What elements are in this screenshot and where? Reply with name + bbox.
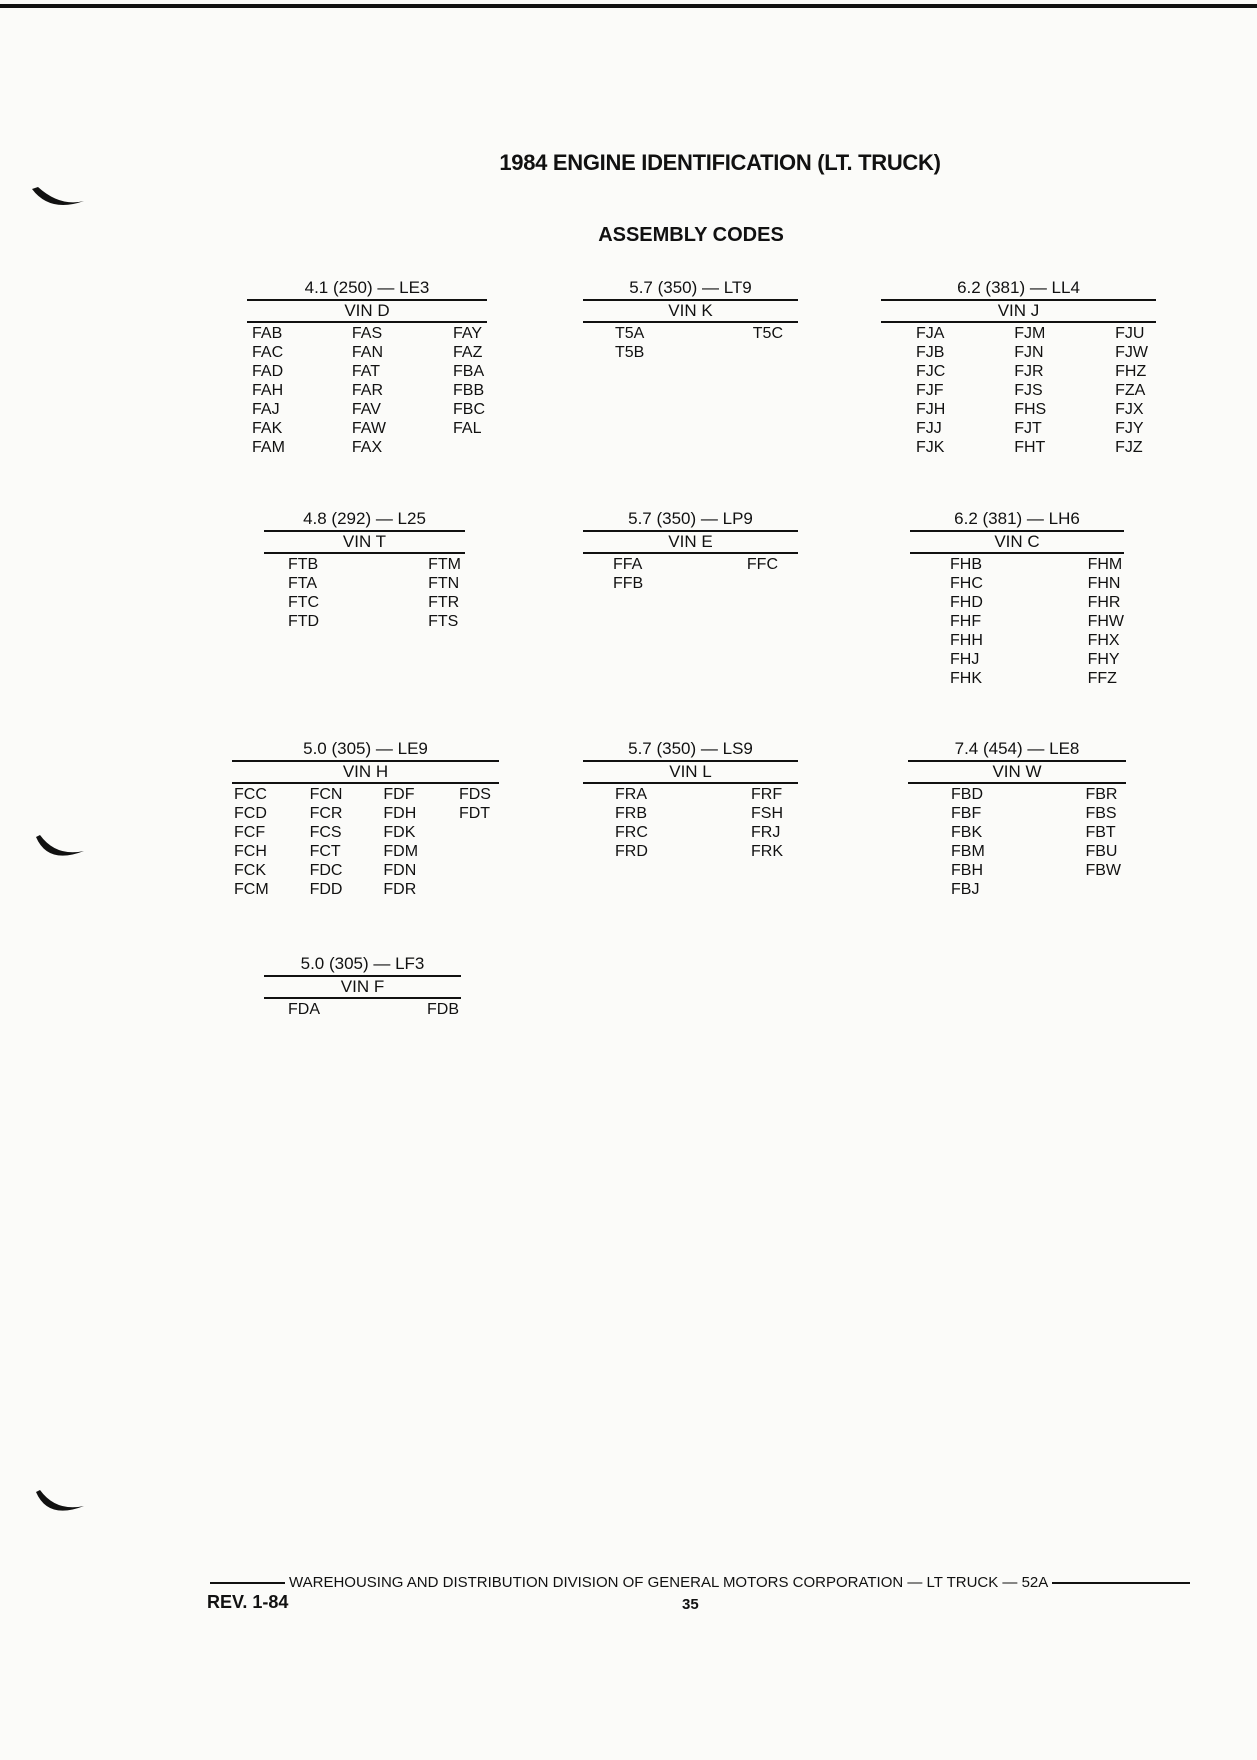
assembly-code: FHR [1087, 594, 1121, 611]
assembly-code: FBW [1085, 862, 1121, 879]
engine-block-ll4 [881, 278, 1156, 457]
vin-heading: VIN H [232, 762, 499, 784]
page-number: 35 [682, 1596, 699, 1613]
assembly-code: FHX [1087, 632, 1120, 649]
assembly-code: FJK [916, 439, 945, 456]
assembly-code: FTS [428, 613, 459, 630]
assembly-code: FAC [252, 344, 284, 361]
assembly-code: FRJ [751, 824, 781, 841]
assembly-code: FHZ [1115, 363, 1147, 380]
assembly-code: FJU [1115, 325, 1145, 342]
vin-heading: VIN T [264, 532, 465, 554]
assembly-code: FCS [309, 824, 342, 841]
assembly-code: FFC [746, 556, 778, 573]
assembly-code: FHJ [950, 651, 980, 668]
assembly-code: FRC [615, 824, 648, 841]
assembly-code: FHW [1087, 613, 1124, 630]
engine-heading: 5.7 (350) — LP9 [583, 509, 798, 532]
assembly-code: FRK [751, 843, 783, 860]
assembly-code: FDR [383, 881, 417, 898]
assembly-code: FTN [428, 575, 460, 592]
top-rule [0, 4, 1257, 8]
footer-text: WAREHOUSING AND DISTRIBUTION DIVISION OF GENERAL MOTORS CORPORATION — LT TRUCK — 52A [289, 1574, 1049, 1591]
engine-heading: 5.7 (350) — LT9 [583, 278, 798, 301]
assembly-code: FJW [1115, 344, 1148, 361]
assembly-code: FHT [1014, 439, 1046, 456]
revision-label: REV. 1-84 [207, 1592, 289, 1612]
assembly-code: FBF [951, 805, 982, 822]
assembly-code: FRF [751, 786, 783, 803]
assembly-code: FAB [252, 325, 283, 342]
assembly-code: FHB [950, 556, 982, 573]
assembly-code: FZA [1115, 382, 1146, 399]
assembly-code: FCD [234, 805, 267, 822]
vin-heading: VIN K [583, 301, 798, 323]
assembly-code: FJC [916, 363, 946, 380]
engine-block-lp9 [583, 509, 798, 593]
assembly-code: FBK [951, 824, 983, 841]
assembly-code: FHY [1087, 651, 1120, 668]
assembly-code: FBD [951, 786, 983, 803]
assembly-code: FJN [1014, 344, 1044, 361]
assembly-code: FJA [916, 325, 945, 342]
assembly-code: FTA [288, 575, 318, 592]
assembly-code: FCT [309, 843, 341, 860]
assembly-code: FBT [1085, 824, 1116, 841]
assembly-code: FCK [234, 862, 266, 879]
assembly-code: FTB [288, 556, 319, 573]
assembly-code: FCN [309, 786, 343, 803]
assembly-code: FDF [383, 786, 415, 803]
assembly-code: FAT [351, 363, 381, 380]
assembly-code: FAY [453, 325, 483, 342]
assembly-code: FBH [951, 862, 983, 879]
assembly-code: FCF [234, 824, 266, 841]
assembly-code: FBU [1085, 843, 1118, 860]
assembly-code: T5B [615, 344, 645, 361]
assembly-code: FAK [252, 420, 283, 437]
footer-line [210, 1574, 1190, 1591]
engine-heading: 4.8 (292) — L25 [264, 509, 465, 532]
vin-heading: VIN W [908, 762, 1126, 784]
assembly-code: FJY [1115, 420, 1144, 437]
assembly-code: FHM [1087, 556, 1123, 573]
engine-block-le3 [247, 278, 487, 457]
assembly-code: FBR [1085, 786, 1118, 803]
assembly-code: FRD [615, 843, 648, 860]
engine-block-ls9 [583, 739, 798, 861]
assembly-code: FAD [252, 363, 284, 380]
assembly-code: FJB [916, 344, 945, 361]
assembly-code: FAR [351, 382, 384, 399]
assembly-code: FDA [288, 1001, 320, 1018]
footer-rule-left [210, 1582, 285, 1584]
engine-heading: 5.0 (305) — LE9 [232, 739, 499, 762]
vin-heading: VIN D [247, 301, 487, 323]
binder-hook-icon [30, 185, 86, 215]
assembly-code: FAH [252, 382, 284, 399]
engine-block-lt9 [583, 278, 798, 362]
assembly-code: FBB [453, 382, 485, 399]
engine-heading: 6.2 (381) — LH6 [910, 509, 1124, 532]
binder-hook-icon [30, 1490, 86, 1520]
assembly-code: FHC [950, 575, 983, 592]
assembly-code: FDM [383, 843, 419, 860]
vin-heading: VIN C [910, 532, 1124, 554]
assembly-code: T5A [615, 325, 645, 342]
assembly-code: FJZ [1115, 439, 1143, 456]
assembly-code: FJF [916, 382, 944, 399]
engine-block-le9 [232, 739, 499, 899]
engine-block-le8 [908, 739, 1126, 899]
assembly-code: FBJ [951, 881, 980, 898]
assembly-code: FCR [309, 805, 343, 822]
vin-heading: VIN J [881, 301, 1156, 323]
section-subtitle: ASSEMBLY CODES [598, 224, 784, 246]
assembly-code: FAX [351, 439, 383, 456]
engine-block-lf3 [264, 954, 461, 1019]
assembly-code: FFB [613, 575, 644, 592]
assembly-code: FTD [288, 613, 320, 630]
assembly-code: FDC [309, 862, 343, 879]
assembly-code: FAN [351, 344, 384, 361]
assembly-code: FJJ [916, 420, 942, 437]
engine-heading: 5.0 (305) — LF3 [264, 954, 461, 977]
assembly-code: FAJ [252, 401, 280, 418]
assembly-code: FDK [383, 824, 416, 841]
assembly-code: FCM [234, 881, 269, 898]
assembly-code: FDD [309, 881, 343, 898]
assembly-code: FHK [950, 670, 982, 687]
vin-heading: VIN L [583, 762, 798, 784]
assembly-code: FAL [453, 420, 482, 437]
assembly-code: FTR [428, 594, 460, 611]
page-title: 1984 ENGINE IDENTIFICATION (LT. TRUCK) [499, 150, 941, 175]
assembly-code: FBC [453, 401, 485, 418]
assembly-code: FDT [458, 805, 491, 822]
assembly-code: T5C [752, 325, 783, 342]
assembly-code: FBS [1085, 805, 1117, 822]
engine-block-lh6 [910, 509, 1124, 688]
vin-heading: VIN F [264, 977, 461, 999]
assembly-code: FJR [1014, 363, 1044, 380]
assembly-code: FRA [615, 786, 647, 803]
assembly-code: FJS [1014, 382, 1043, 399]
assembly-code: FCH [234, 843, 267, 860]
assembly-code: FFA [613, 556, 643, 573]
assembly-code: FBM [951, 843, 985, 860]
assembly-code: FSH [751, 805, 783, 822]
assembly-code: FHS [1014, 401, 1047, 418]
vin-heading: VIN E [583, 532, 798, 554]
assembly-code: FHD [950, 594, 983, 611]
assembly-code: FAZ [453, 344, 483, 361]
assembly-code: FTC [288, 594, 320, 611]
binder-hook-icon [30, 835, 86, 865]
engine-block-l25 [264, 509, 465, 631]
assembly-code: FJH [916, 401, 946, 418]
assembly-code: FDH [383, 805, 417, 822]
assembly-code: FJM [1014, 325, 1046, 342]
assembly-code: FJT [1014, 420, 1042, 437]
assembly-code: FDN [383, 862, 417, 879]
assembly-code: FDB [427, 1001, 459, 1018]
assembly-code: FFZ [1087, 670, 1117, 687]
assembly-code: FAS [351, 325, 383, 342]
engine-heading: 7.4 (454) — LE8 [908, 739, 1126, 762]
assembly-code: FHH [950, 632, 983, 649]
engine-heading: 4.1 (250) — LE3 [247, 278, 487, 301]
assembly-code: FCC [234, 786, 267, 803]
assembly-code: FAV [351, 401, 381, 418]
assembly-code: FAW [351, 420, 386, 437]
assembly-code: FJX [1115, 401, 1144, 418]
assembly-code: FTM [428, 556, 461, 573]
engine-heading: 5.7 (350) — LS9 [583, 739, 798, 762]
assembly-code: FBA [453, 363, 485, 380]
assembly-code: FHF [950, 613, 982, 630]
assembly-code: FRB [615, 805, 647, 822]
assembly-code: FDS [458, 786, 491, 803]
footer-rule-right [1052, 1582, 1190, 1584]
assembly-code: FAM [252, 439, 285, 456]
assembly-code: FHN [1087, 575, 1121, 592]
engine-heading: 6.2 (381) — LL4 [881, 278, 1156, 301]
